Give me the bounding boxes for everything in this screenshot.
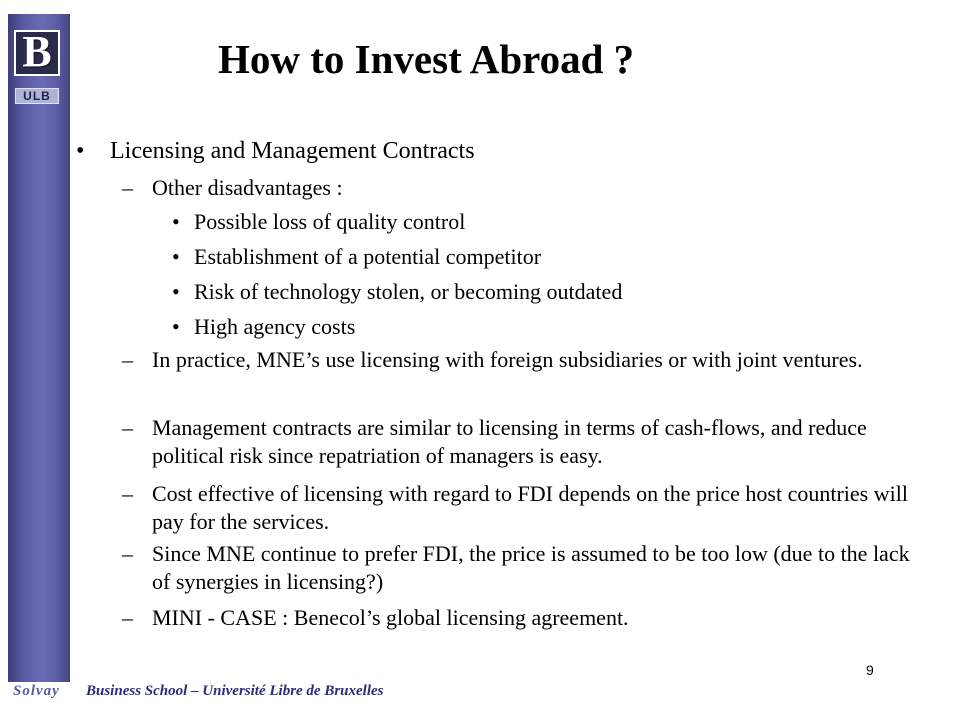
sub-bullet-marker: • bbox=[172, 279, 180, 304]
sub-bullet-marker: • bbox=[172, 314, 180, 339]
sub-item-competitor bbox=[172, 243, 912, 271]
item-text: Cost effective of licensing with regard to FDI depends on the price host countries will pay for the services. bbox=[152, 481, 908, 534]
dash-marker: – bbox=[122, 541, 133, 566]
item-text: Since MNE continue to prefer FDI, the price is assumed to be too low (due to the lack of synergies in licensing?) bbox=[152, 541, 910, 594]
sub-item-quality bbox=[172, 208, 912, 236]
sidebar-band bbox=[8, 14, 70, 682]
bullet-text: Licensing and Management Contracts bbox=[110, 138, 475, 164]
dash-marker: – bbox=[122, 415, 133, 440]
sub-item-technology bbox=[172, 278, 912, 306]
dash-marker: – bbox=[122, 481, 133, 506]
ulb-logo: ULB bbox=[15, 88, 59, 104]
solvay-logo bbox=[14, 27, 60, 76]
sub-item-text: Risk of technology stolen, or becoming outdated bbox=[194, 279, 623, 304]
item-management bbox=[122, 414, 912, 470]
item-text: MINI - CASE : Benecol’s global licensing agreement. bbox=[152, 605, 629, 630]
footer-school-name: Business School – Université Libre de Bruxelles bbox=[86, 683, 384, 699]
item-minicase bbox=[122, 604, 912, 632]
item-text: Management contracts are similar to licensing in terms of cash-flows, and reduce political risk since repatriation of managers is easy. bbox=[152, 415, 867, 468]
logo-letter: B bbox=[22, 27, 52, 76]
dash-marker: – bbox=[122, 347, 133, 372]
item-text: In practice, MNE’s use licensing with foreign subsidiaries or with joint ventures. bbox=[152, 347, 863, 372]
dash-marker: – bbox=[122, 605, 133, 630]
sub-item-text: Possible loss of quality control bbox=[194, 209, 466, 234]
bullet-marker: • bbox=[76, 138, 85, 164]
footer-solvay: Solvay bbox=[13, 683, 60, 699]
dash-marker: – bbox=[122, 175, 133, 200]
sub-item-agency bbox=[172, 313, 912, 341]
sub-item-text: Establishment of a potential competitor bbox=[194, 244, 542, 269]
page-number: 9 bbox=[866, 662, 874, 678]
item-text: Other disadvantages : bbox=[152, 175, 343, 200]
slide-title: How to Invest Abroad ? bbox=[218, 36, 635, 82]
sub-item-text: High agency costs bbox=[194, 314, 356, 339]
sub-bullet-marker: • bbox=[172, 209, 180, 234]
item-practice bbox=[122, 346, 912, 374]
item-other-disadvantages bbox=[122, 174, 912, 202]
item-cost bbox=[122, 480, 912, 536]
sub-bullet-marker: • bbox=[172, 244, 180, 269]
item-since bbox=[122, 540, 912, 596]
